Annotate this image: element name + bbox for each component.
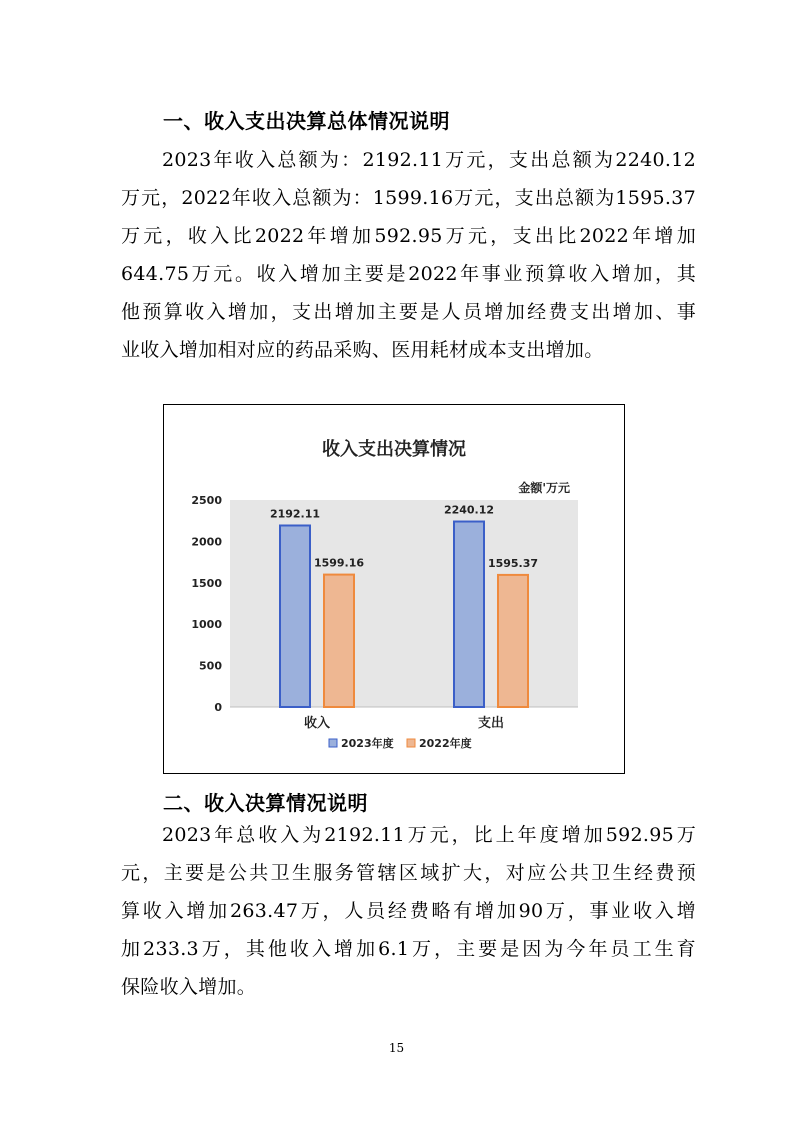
chart-unit-label: 金额'万元: [518, 481, 570, 495]
paragraph-line: 保险收入增加。: [121, 976, 257, 998]
x-category-label: 支出: [477, 716, 505, 731]
y-tick-label: 0: [214, 701, 222, 714]
paragraph-line: 644.75万元。收入增加主要是2022年事业预算收入增加，其: [121, 263, 696, 285]
bar: [498, 575, 528, 707]
legend-label: 2023年度: [341, 737, 394, 750]
chart-svg: [164, 405, 624, 773]
y-tick-label: 1000: [191, 618, 222, 632]
section2-paragraph: [121, 816, 696, 1006]
bar-data-label: 1595.37: [487, 556, 539, 570]
y-tick-label: 1500: [191, 576, 222, 590]
paragraph-line: 元，主要是公共卫生服务管辖区域扩大，对应公共卫生经费预: [121, 862, 696, 884]
legend-swatch: [407, 739, 415, 747]
paragraph-line: 业收入增加相对应的药品采购、医用耗材成本支出增加。: [121, 339, 604, 361]
paragraph-line: 他预算收入增加，支出增加主要是人员增加经费支出增加、事: [121, 301, 696, 323]
bar-data-label: 2192.11: [269, 507, 321, 521]
legend-swatch: [329, 739, 337, 747]
bar-data-label: 1599.16: [313, 556, 365, 570]
section2-heading: 二、收入决算情况说明: [163, 791, 368, 815]
paragraph-line: 2023年收入总额为：2192.11万元，支出总额为2240.12: [162, 149, 696, 171]
bar-data-label: 2240.12: [443, 503, 495, 517]
legend-label: 2022年度: [419, 737, 472, 750]
section1-heading: 一、收入支出决算总体情况说明: [163, 109, 450, 133]
bar: [324, 575, 354, 707]
x-category-label: 收入: [303, 716, 331, 731]
bar: [454, 522, 484, 707]
paragraph-line: 万元，2022年收入总额为：1599.16万元，支出总额为1595.37: [121, 187, 696, 209]
page-number: 15: [388, 1041, 405, 1055]
budget-chart: [163, 404, 625, 774]
y-tick-label: 2000: [191, 535, 222, 549]
paragraph-line: 加233.3万，其他收入增加6.1万，主要是因为今年员工生育: [121, 938, 696, 960]
y-tick-label: 2500: [191, 494, 222, 507]
paragraph-line: 万元，收入比2022年增加592.95万元，支出比2022年增加: [121, 225, 696, 247]
chart-title: 收入支出决算情况: [322, 439, 466, 460]
y-tick-label: 500: [199, 659, 222, 673]
paragraph-line: 算收入增加263.47万，人员经费略有增加90万，事业收入增: [121, 900, 696, 922]
bar: [280, 525, 310, 707]
paragraph-line: 2023年总收入为2192.11万元，比上年度增加592.95万: [162, 824, 696, 846]
section1-paragraph: [121, 141, 696, 369]
